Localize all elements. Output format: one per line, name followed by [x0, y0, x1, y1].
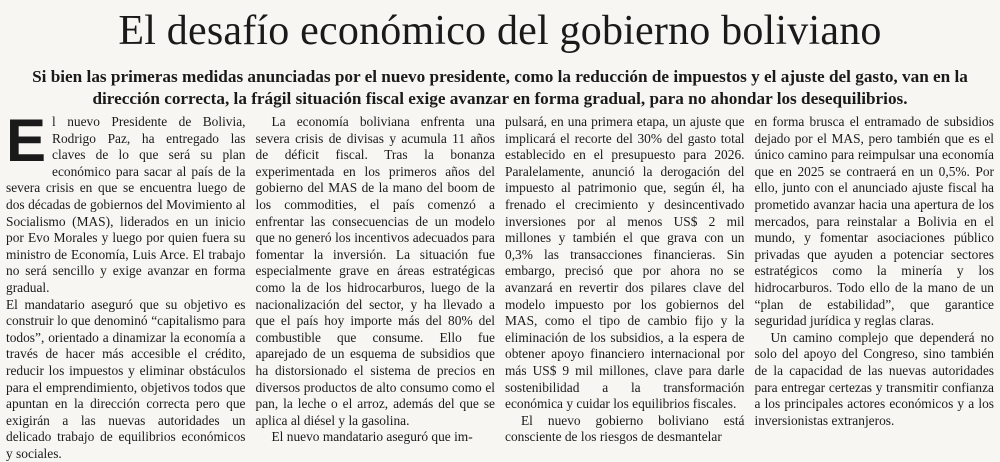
headline: El desafío económico del gobierno boliviano — [118, 8, 882, 54]
paragraph: El nuevo mandatario aseguró que im- — [271, 429, 473, 445]
article-body — [6, 107, 994, 461]
paragraph: La economía boliviana enfrenta una severa crisis de divisas y acumula 11 años de déficit fiscal. Tras la bonanza experimentada en los primeros años del gobierno del MAS de la mano del boom de los commodities, el país comenzó a enfrentar las consecuencias de un modelo que no generó los incentivos adecuados para fomentar la inversión. La situación fue especialmente grave en áreas estratégicas como la de los hidrocarburos, luego de la nacionalización del sector, y ha llevado a que el país hoy importe más del 80% del combustible que consume. Ello fue aparejado de un esquema de subsidios que ha distorsionado el sistema de precios en diversos productos de alto consumo como el pan, la leche o el arroz, además del que se aplica al diésel y la gasolina. — [255, 114, 495, 428]
column-2 — [256, 114, 496, 444]
paragraph: El nuevo gobierno boliviano está consciente de los riesgos de desmantelar — [505, 412, 745, 445]
paragraph-text: l nuevo Presidente de Bolivia, Rodrigo Paz, ha entregado las claves de lo que será su plan económico para sacar al país de la severa crisis en que se encuentra luego de dos décadas de gobiernos del Movimiento al Socialismo (MAS), liderados en un inicio por Evo Morales y luego por quien fuera su ministro de Economía, Luis Arce. El trabajo no será sencillo y exige avanzar en forma gradual. — [6, 114, 246, 295]
paragraph: El mandatario aseguró que su objetivo es construir lo que denominó “capitalismo para todos”, orientado a dinamizar la economía a través de hacer más accesible el crédito, reducir los impuestos y eliminar obstáculos para el emprendimiento, objetivos todos que apuntan en la dirección correcta pero que exigirán a las nuevas autoridades un delicado trabajo de equilibrios económicos y sociales. — [6, 296, 246, 461]
drop-cap: E — [6, 107, 47, 174]
paragraph: Un camino complejo que dependerá no solo del apoyo del Congreso, sino también de la capacidad de las nuevas autoridades para entregar certezas y transmitir confianza a los principales actores económicos y a los inversionistas extranjeros. — [754, 329, 994, 428]
deck-subheadline: Si bien las primeras medidas anunciadas por el nuevo presidente, como la reducción de impuestos y el ajuste del gasto, van en la dirección correcta, la frágil situación fiscal exige avanzar en forma gradual, para no ahondar los desequilibrios. — [32, 67, 968, 108]
column-4 — [755, 114, 995, 444]
paragraph — [6, 107, 246, 297]
column-1 — [6, 107, 246, 461]
column-3 — [505, 114, 745, 444]
paragraph: pulsará, en una primera etapa, un ajuste que implicará el recorte del 30% del gasto total establecido en el presupuesto para 2026. Paralelamente, anunció la derogación del impuesto al patrimonio que, según él, ha frenado el crecimiento y desincentivado inversiones por al menos US$ 2 mil millones y también el que grava con un 0,3% las transacciones financieras. Sin embargo, precisó que por ahora no se avanzará en revertir dos pilares clave del modelo impuesto por los gobiernos del MAS, como el tipo de cambio fijo y la eliminación de los subsidios, a la espera de obtener apoyo financiero internacional por más US$ 9 mil millones, clave para darle sostenibilidad a la transformación económica y cuidar los equilibrios fiscales. — [505, 114, 745, 412]
paragraph: en forma brusca el entramado de subsidios dejado por el MAS, pero también que es el único camino para reimpulsar una economía que en 2025 se contraerá en un 0,5%. Por ello, junto con el anunciado ajuste fiscal ha prometido avanzar hacia una apertura de los mercados, para reinstalar a Bolivia en el mundo, y fomentar asociaciones público privadas que ayuden a potenciar sectores estratégicos como la minería y los hidrocarburos. Todo ello de la mano de un “plan de estabilidad”, que garantice seguridad jurídica y reglas claras. — [754, 114, 994, 329]
